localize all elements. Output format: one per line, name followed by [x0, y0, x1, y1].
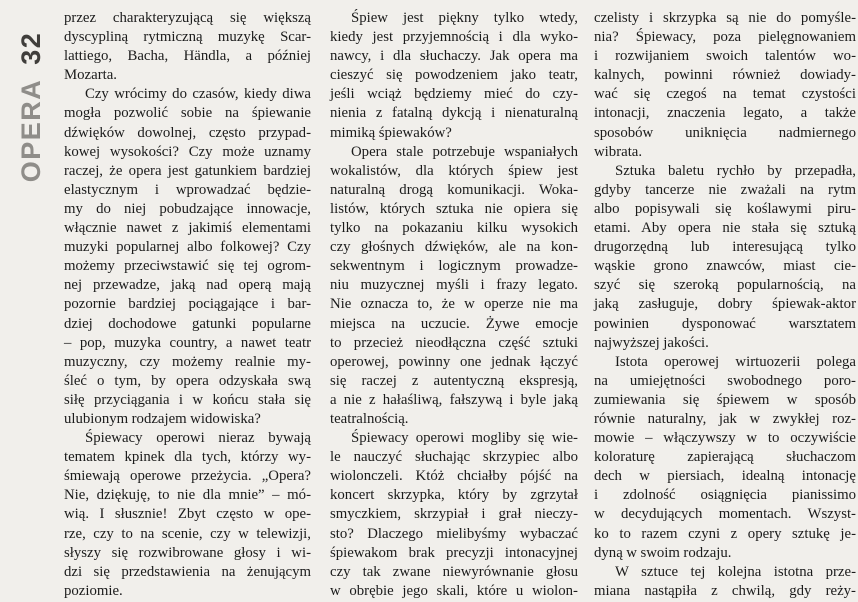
- text-line: sto? Dlaczego mielibyśmy wybaczać: [330, 525, 578, 542]
- text-line: niu muzycznej myśli i frazy legato.: [330, 277, 578, 294]
- text-line: intonacji, znaczenia legato, a także: [594, 105, 856, 122]
- text-line: my do niej pobudzające innowacje,: [64, 200, 311, 217]
- text-line: włącznie nawet z jakimiś elementami: [64, 220, 311, 237]
- text-line: elastycznym i wprowadzać będzie-: [64, 181, 311, 198]
- text-line: drugorzędną lub interesującą tylko: [594, 239, 856, 256]
- text-line: to przecież nieodłączna część sztuki: [330, 334, 578, 351]
- text-column-left: [64, 9, 311, 601]
- text-line: dech w piersiach, idealną intonację: [594, 468, 856, 485]
- text-line: jeśli wciąż będziemy mieć do czy-: [330, 86, 578, 103]
- text-line: wąskie grono znawców, miast cie-: [594, 258, 856, 275]
- paragraph: [64, 429, 311, 601]
- text-line: wibrata.: [594, 143, 643, 160]
- text-line: Śpiew jest piękny tylko wtedy,: [351, 10, 578, 26]
- text-line: jaką zasługuje, dobry śpiewak-aktor: [594, 296, 856, 313]
- paragraph: [594, 162, 856, 353]
- text-line: powinien dysponować warsztatem: [594, 315, 856, 332]
- text-line: pozornie bardziej pociągające i bar-: [64, 296, 311, 313]
- text-line: Śpiewacy operowi nieraz bywają: [85, 430, 311, 447]
- text-line: najwyższej jakości.: [594, 334, 709, 351]
- text-line: albo popisywali się koślawymi piru-: [594, 200, 856, 217]
- text-line: tematem kpinek dla tych, którzy wy-: [64, 449, 311, 466]
- text-line: kiedy jest przyjemnością i dla wyko-: [330, 29, 578, 46]
- text-line: na umiejętności swobodnego poro-: [594, 372, 856, 389]
- text-line: operowej, powinny one jednak łączyć: [330, 353, 578, 370]
- paragraph: [64, 85, 311, 429]
- text-line: nej przewadze, jaką nad operą mają: [64, 277, 311, 294]
- text-line: i rozwijaniem swoich talentów wo-: [594, 48, 856, 65]
- text-line: W sztuce tej kolejna istotna prze-: [615, 563, 856, 580]
- text-line: tylko na pokazaniu kilku wysokich: [330, 220, 578, 237]
- text-line: raczej, że opera jest gatunkiem bardziej: [64, 162, 311, 179]
- paragraph: [330, 9, 578, 143]
- text-line: kowej wysokości? Czy może uznamy: [64, 143, 311, 160]
- text-line: wokalistów, dla których śpiew jest: [330, 162, 578, 179]
- text-line: siłę przyciągania i w końcu stała się: [64, 391, 311, 408]
- text-line: mogła pozwolić sobie na śpiewanie: [64, 105, 311, 122]
- paragraph: [330, 143, 578, 429]
- text-line: koloraturę zapierającą słuchaczom: [594, 449, 856, 466]
- text-line: naturalną drogą komunikacji. Woka-: [330, 181, 578, 198]
- text-line: Czy wrócimy do czasów, kiedy diwa: [85, 86, 311, 103]
- text-line: smyczkiem, skrzypiał i grał nieczy-: [330, 506, 578, 523]
- text-line: cieszyć się powodzeniem jako teatr,: [330, 67, 578, 84]
- text-line: wią. I słusznie! Zbyt często w ope-: [64, 506, 311, 523]
- text-line: śmiewają operowe przeżycia. „Opera?: [64, 468, 311, 485]
- text-line: dziej dochodowe gatunki popularne: [64, 315, 311, 332]
- text-line: śpiewakom brak precyzji intonacyjnej: [330, 544, 578, 561]
- text-line: możemy przeciwstawić się tej ogrom-: [64, 258, 311, 275]
- text-line: i zdolność osiągnięcia pianissimo: [594, 487, 856, 504]
- text-line: dźwięków dowolnej, często przypad-: [64, 124, 311, 141]
- text-line: wiolonczeli. Któż chciałby pójść na: [330, 468, 578, 485]
- text-line: szyć się szeroką popularnością, na: [594, 277, 856, 294]
- text-line: kalnych, powinni również dowiady-: [594, 67, 856, 84]
- text-line: mowie – włączywszy w to oczywiście: [594, 430, 856, 447]
- paragraph: [330, 429, 578, 601]
- text-line: dzi się przedstawienia na żenującym: [64, 563, 311, 580]
- text-line: nawcy, i dla słuchaczy. Jak opera ma: [330, 48, 578, 65]
- text-line: dyną w swoim rodzaju.: [594, 544, 732, 561]
- text-line: miejsca na uczucie. Żywe emocje: [330, 315, 578, 332]
- text-line: Śpiewacy operowi mogliby się wie-: [351, 430, 578, 447]
- text-line: koncert skrzypka, który by zgrzytał: [330, 487, 578, 504]
- text-line: śleć o tym, by opera odzyskała swą: [64, 372, 311, 389]
- magazine-title: OPERA: [16, 78, 46, 183]
- page-margin-header: [16, 21, 50, 193]
- text-line: mimiką śpiewaków?: [330, 124, 452, 141]
- text-line: gdyby tancerze nie zważali na rytm: [594, 181, 856, 198]
- text-line: w decydujących momentach. Wszyst-: [594, 506, 856, 523]
- text-line: lattiego, Bacha, Händla, a później: [64, 48, 311, 65]
- text-line: ulubionym rodzajem widowiska?: [64, 410, 261, 427]
- text-line: w obrębie jego skali, które u wiolon-: [330, 582, 578, 599]
- paragraph: [64, 9, 311, 85]
- text-line: nia? Śpiewacy, poza pielęgnowaniem: [594, 29, 856, 46]
- text-line: się raczej z autentyczną ekspresją,: [330, 372, 578, 389]
- text-line: muzyczny, czy możemy realnie my-: [64, 353, 311, 370]
- text-line: poziomie.: [64, 582, 123, 599]
- text-line: sekwentnym i logicznym prowadze-: [330, 258, 578, 275]
- text-line: etami. Aby opera nie stała się sztuką: [594, 220, 856, 237]
- text-line: Mozarta.: [64, 67, 117, 84]
- text-line: rze, czy to na scenie, czy w telewizji,: [64, 525, 311, 542]
- text-line: przez charakteryzującą się większą: [64, 10, 311, 26]
- paragraph: [594, 353, 856, 563]
- text-line: słyszy się rozwibrowane głosy i wi-: [64, 544, 311, 561]
- text-line: sposobów uniknięcia nadmiernego: [594, 124, 856, 141]
- text-line: Istota operowej wirtuozerii polega: [615, 353, 856, 370]
- text-column-right: [594, 9, 856, 601]
- text-line: czy głośnych dźwięków, ale na kon-: [330, 239, 578, 256]
- page-number: 32: [16, 31, 46, 65]
- text-line: muzyki popularnej albo folkowej? Czy: [64, 239, 311, 256]
- text-line: czy tak zwane niewyrównanie głosu: [330, 563, 578, 580]
- text-line: listów, których sztuka nie opiera się: [330, 200, 578, 217]
- paragraph: [594, 9, 856, 162]
- text-line: teatralnością.: [330, 410, 409, 427]
- text-line: – pop, muzyka country, a nawet teatr: [64, 334, 311, 351]
- text-line: czelisty i skrzypka są nie do pomyśle-: [594, 10, 856, 26]
- paragraph: [594, 563, 856, 601]
- text-line: Nie oznacza to, że w operze nie ma: [330, 296, 578, 313]
- text-line: równie naturalny, jak w zwykłej roz-: [594, 410, 856, 427]
- text-line: Nie, dziękuję, to nie dla mnie” – mó-: [64, 487, 311, 504]
- text-line: Sztuka baletu rychło by przepadła,: [615, 162, 856, 179]
- text-line: miana nastąpiła z chwilą, gdy reży-: [594, 582, 856, 599]
- text-line: zumiewania się śpiewem w sposób: [594, 391, 856, 408]
- text-line: wać się czegoś na temat czystości: [594, 86, 856, 103]
- text-line: a nie z hałaśliwą, fałszywą i byle jaką: [330, 391, 578, 408]
- text-line: Opera stale potrzebuje wspaniałych: [351, 143, 578, 160]
- text-line: ko to razem czyni z opery sztukę je-: [594, 525, 856, 542]
- text-line: le nauczyć słuchając skrzypiec albo: [330, 449, 578, 466]
- text-line: dyscypliną rytmiczną muzykę Scar-: [64, 29, 311, 46]
- text-column-middle: [330, 9, 578, 601]
- text-line: nienia z fatalną dykcją i nienaturalną: [330, 105, 578, 122]
